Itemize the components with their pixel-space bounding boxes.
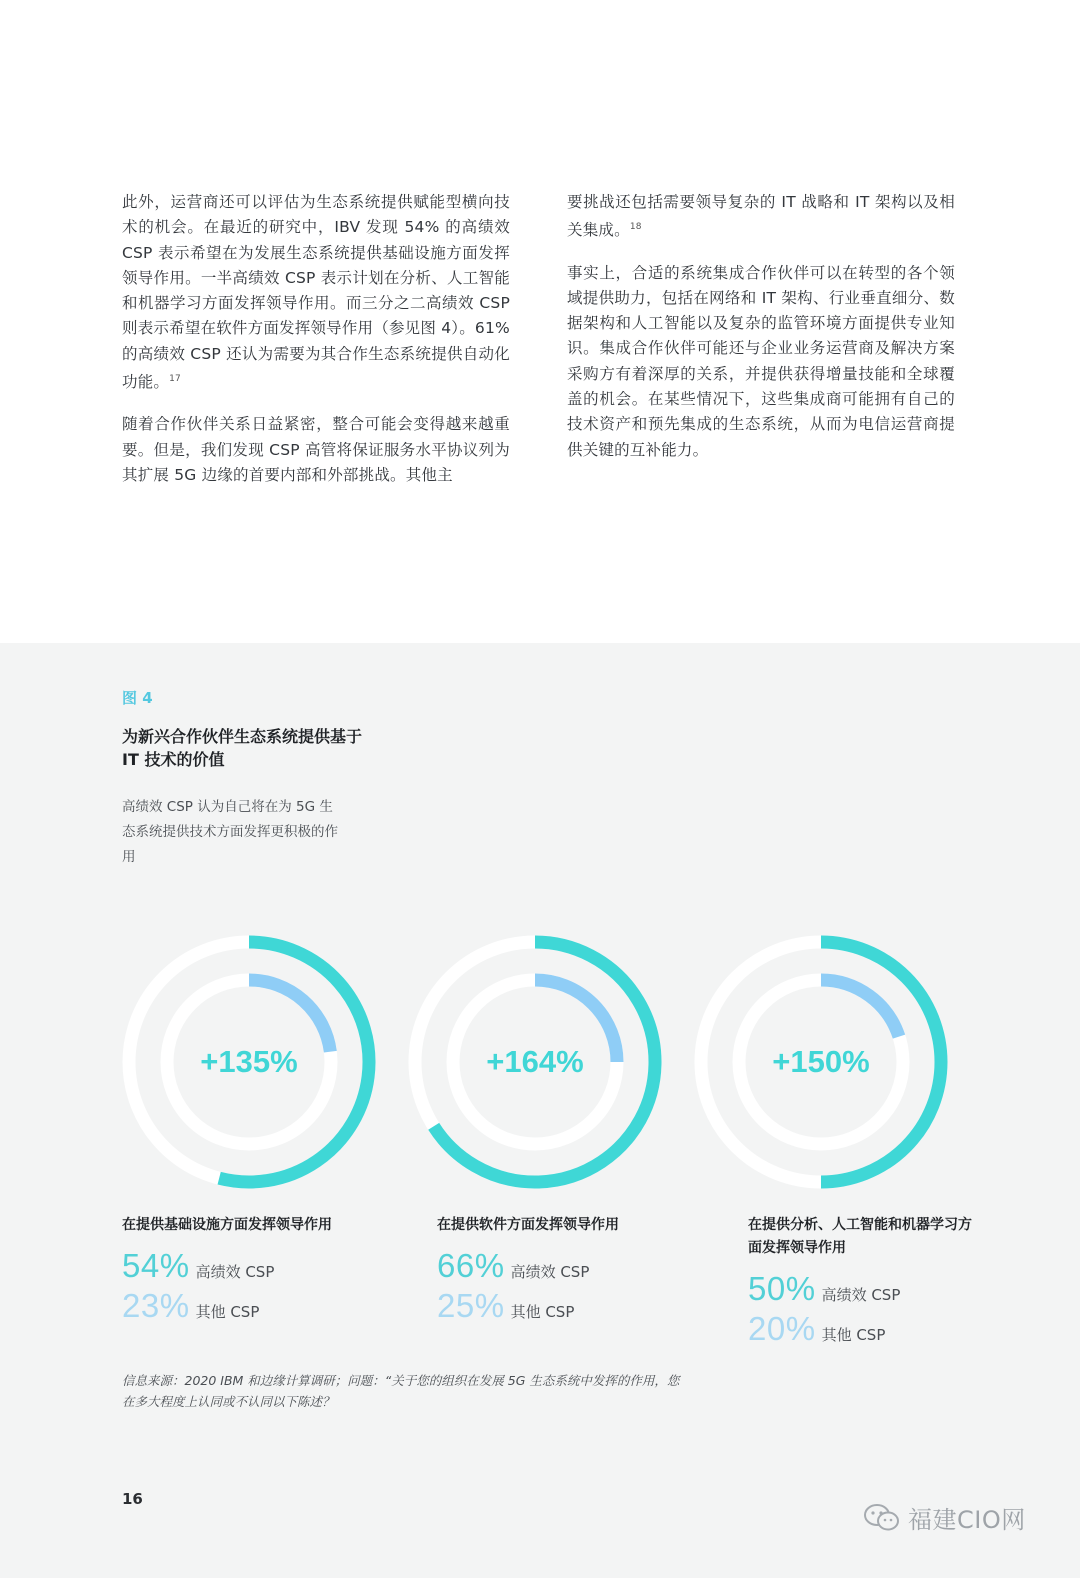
stat-title: 在提供基础设施方面发挥领导作用 <box>122 1217 332 1233</box>
other-label: 其他 CSP <box>821 1326 886 1344</box>
stat-title: 在提供软件方面发挥领导作用 <box>437 1217 619 1233</box>
watermark <box>862 1500 1026 1535</box>
stat-block-software <box>437 1214 667 1327</box>
paragraph: 事实上，合适的系统集成合作伙伴可以在转型的各个领域提供助力，包括在网络和 IT 架构、行业垂直细分、数据架构和人工智能以及复杂的监管环境方面提供专业知识。集成合作伙伴可能还与企业业务运营商及解决方案采购方有着深厚的关系，并提供获得增量技能和全球覆盖的机会。在某些情况下，这些集成商可能拥有自己的技术资产和预先集成的生态系统，从而为电信运营商提供关键的互补能力。 <box>567 263 955 459</box>
donut-chart-infrastructure <box>117 930 381 1194</box>
stat-block-infrastructure <box>122 1214 352 1327</box>
high-performer-value: 66% <box>437 1247 505 1284</box>
footnote-ref[interactable]: 17 <box>169 374 181 385</box>
other-label: 其他 CSP <box>195 1303 260 1321</box>
wechat-icon <box>862 1502 902 1534</box>
high-performer-label: 高绩效 CSP <box>510 1263 590 1281</box>
body-column-right <box>567 190 955 480</box>
donut-chart-software <box>403 930 667 1194</box>
stat-row-high <box>748 1270 978 1310</box>
stat-row-high <box>437 1247 667 1287</box>
other-value: 23% <box>122 1287 190 1324</box>
uplift-value: +164% <box>486 1044 584 1079</box>
uplift-value: +135% <box>200 1044 298 1079</box>
stat-block-analytics-ai <box>748 1214 978 1350</box>
paragraph: 要挑战还包括需要领导复杂的 IT 战略和 IT 架构以及相关集成。$^{18}$ <box>567 193 955 240</box>
figure-title: 为新兴合作伙伴生态系统提供基于 IT 技术的价值 <box>122 727 363 769</box>
high-performer-label: 高绩效 CSP <box>821 1286 901 1304</box>
high-performer-label: 高绩效 CSP <box>195 1263 275 1281</box>
watermark-text: 福建CIO网 <box>908 1506 1026 1534</box>
uplift-value: +150% <box>772 1044 870 1079</box>
donut-chart-analytics-ai <box>689 930 953 1194</box>
body-column-left <box>122 190 510 505</box>
stat-row-other <box>748 1310 978 1350</box>
high-performer-value: 54% <box>122 1247 190 1284</box>
page-number: 16 <box>122 1490 143 1508</box>
stat-row-other <box>122 1287 352 1327</box>
figure-source: 信息来源：2020 IBM 和边缘计算调研；问题：“关于您的组织在发展 5G 生态系统中发挥的作用，您在多大程度上认同或不认同以下陈述？ <box>122 1373 680 1409</box>
other-value: 20% <box>748 1310 816 1347</box>
stat-row-high <box>122 1247 352 1287</box>
footnote-ref[interactable]: 18 <box>629 222 642 233</box>
high-performer-value: 50% <box>748 1270 816 1307</box>
paragraph: 此外，运营商还可以评估为生态系统提供赋能型横向技术的机会。在最近的研究中，IBV 发现 54% 的高绩效 CSP 表示希望在为发展生态系统提供基础设施方面发挥领导作用。一半高绩效 CSP 表示计划在分析、人工智能和机器学习方面发挥领导作用。而三分之二高绩效 CSP 则表示希望在软件方面发挥领导作用（参见图 4）。61% 的高绩效 CSP 还认为需要为其合作生态系统提供自动化功能。$^{17}$ <box>122 193 510 392</box>
other-label: 其他 CSP <box>510 1303 575 1321</box>
stat-row-other <box>437 1287 667 1327</box>
figure-label: 图 4 <box>122 689 153 707</box>
paragraph: 随着合作伙伴关系日益紧密，整合可能会变得越来越重要。但是，我们发现 CSP 高管将保证服务水平协议列为其扩展 5G 边缘的首要内部和外部挑战。其他主 <box>122 415 510 484</box>
figure-subtitle: 高绩效 CSP 认为自己将在为 5G 生态系统提供技术方面发挥更积极的作用 <box>122 799 338 865</box>
stat-title: 在提供分析、人工智能和机器学习方面发挥领导作用 <box>748 1217 972 1256</box>
other-value: 25% <box>437 1287 505 1324</box>
